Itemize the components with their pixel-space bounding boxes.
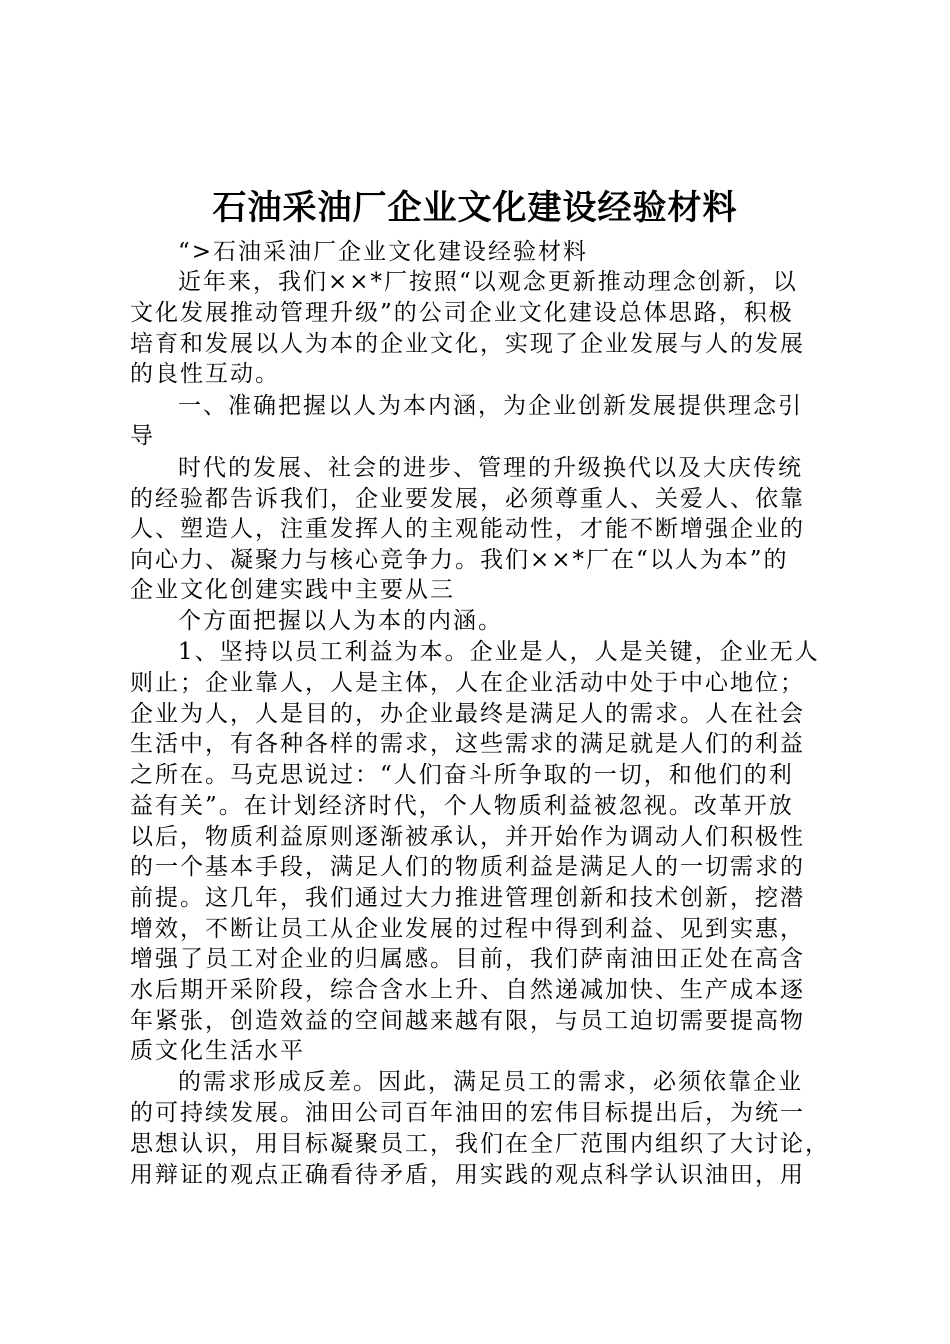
text-line: 导 [130,423,155,449]
text-line: 增效，不断让员工从企业发展的过程中得到利益、见到实惠， [130,916,805,942]
text-line: 一、准确把握以人为本内涵，为企业创新发展提供理念引 [178,393,803,419]
text-line: 增强了员工对企业的归属感。目前，我们萨南油田正处在高含 [130,946,805,972]
text-line: 年紧张，创造效益的空间越来越有限，与员工迫切需要提高物 [130,1008,805,1034]
text-line: 以后，物质利益原则逐渐被承认，并开始作为调动人们积极性 [130,824,805,850]
text-line: 益有关”。在计划经济时代，个人物质利益被忽视。改革开放 [130,793,794,819]
text-line: 思想认识，用目标凝聚员工，我们在全厂范围内组织了大讨论， [130,1131,830,1157]
document-title: 石油采油厂企业文化建设经验材料 [212,188,738,228]
text-line: 向心力、凝聚力与核心竞争力。我们××*厂在“以人为本”的 [130,547,789,573]
text-line: 人、塑造人，注重发挥人的主观能动性，才能不断增强企业的 [130,516,805,542]
text-line: 企业为人，人是目的，办企业最终是满足人的需求。人在社会 [130,701,805,727]
text-line: 企业文化创建实践中主要从三 [130,577,455,603]
text-line: 1、坚持以员工利益为本。企业是人，人是关键，企业无人 [178,639,820,665]
text-line: 的一个基本手段，满足人们的物质利益是满足人的一切需求的 [130,854,805,880]
text-line: 前提。这几年，我们通过大力推进管理创新和技术创新，挖潜 [130,885,805,911]
text-line: 生活中，有各种各样的需求，这些需求的满足就是人们的利益 [130,731,805,757]
text-line: 文化发展推动管理升级”的公司企业文化建设总体思路，积极 [130,300,794,326]
text-line: “>石油采油厂企业文化建设经验材料 [178,239,589,265]
text-line: 的良性互动。 [130,361,280,387]
text-line: 的经验都告诉我们，企业要发展，必须尊重人、关爱人、依靠 [130,486,805,512]
text-line: 的需求形成反差。因此，满足员工的需求，必须依靠企业 [178,1069,803,1095]
text-line: 之所在。马克思说过：“人们奋斗所争取的一切，和他们的利 [130,762,794,788]
text-line: 质文化生活水平 [130,1038,305,1064]
text-line: 培育和发展以人为本的企业文化，实现了企业发展与人的发展 [130,331,805,357]
text-line: 个方面把握以人为本的内涵。 [178,608,503,634]
text-line: 近年来，我们××*厂按照“以观念更新推动理念创新，以 [178,269,798,295]
text-line: 时代的发展、社会的进步、管理的升级换代以及大庆传统 [178,455,803,481]
text-line: 则止；企业靠人，人是主体，人在企业活动中处于中心地位； [130,670,805,696]
text-line: 水后期开采阶段，综合含水上升、自然递减加快、生产成本逐 [130,977,805,1003]
text-line: 用辩证的观点正确看待矛盾，用实践的观点科学认识油田，用 [130,1162,805,1188]
text-line: 的可持续发展。油田公司百年油田的宏伟目标提出后，为统一 [130,1100,805,1126]
